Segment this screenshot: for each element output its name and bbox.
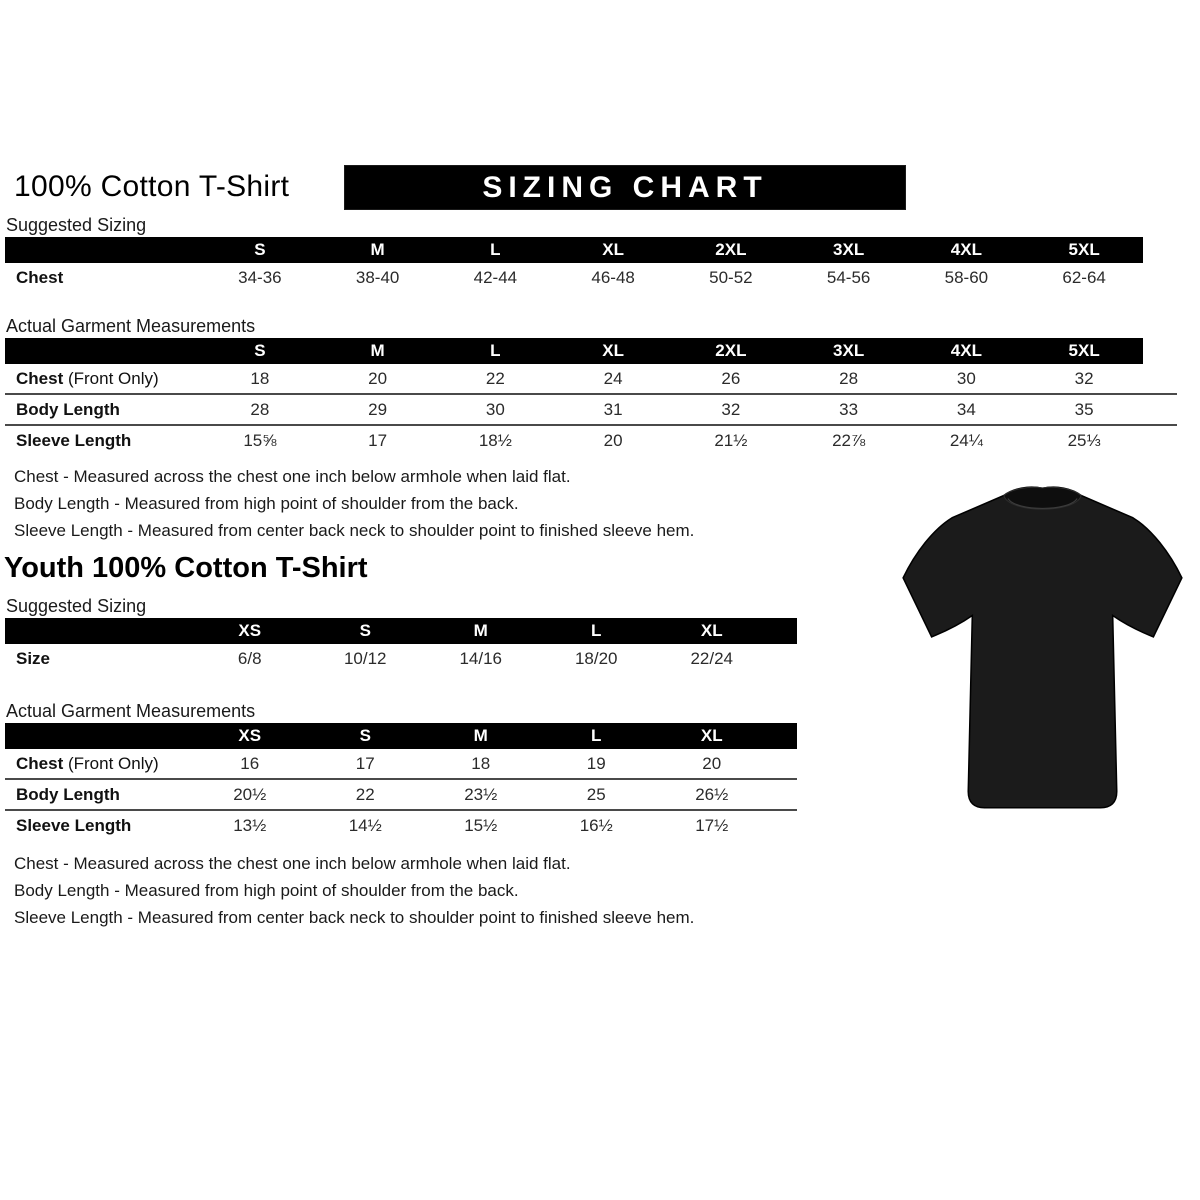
table-header-row xyxy=(5,723,797,749)
row-label: Sleeve Length xyxy=(16,430,132,450)
cell-value: 14½ xyxy=(348,815,382,835)
table-row xyxy=(5,393,1177,424)
cell-value: 22 xyxy=(485,368,505,388)
table-row xyxy=(5,263,1177,292)
cell-value: 20½ xyxy=(233,784,267,804)
column-header: 5XL xyxy=(1068,341,1100,360)
column-header: M xyxy=(370,341,385,360)
youth-actual-measurements-label: Actual Garment Measurements xyxy=(6,701,256,721)
note-line: Chest - Measured across the chest one inch below armhole when laid flat. xyxy=(14,854,571,873)
row-label: Chest (Front Only) xyxy=(16,368,159,388)
column-header: XL xyxy=(602,240,624,259)
page-title: 100% Cotton T-Shirt xyxy=(14,170,290,203)
column-header: 3XL xyxy=(833,240,865,259)
table-row xyxy=(5,749,797,778)
cell-value: 34 xyxy=(956,399,976,419)
column-header: S xyxy=(254,240,266,259)
cell-value: 30 xyxy=(956,368,976,388)
cell-value: 29 xyxy=(368,399,388,419)
cell-value: 20 xyxy=(603,430,623,450)
column-header: XS xyxy=(238,726,262,745)
cell-value: 26 xyxy=(721,368,741,388)
adult-actual-measurements-label: Actual Garment Measurements xyxy=(6,316,256,336)
column-header: L xyxy=(591,621,602,640)
cell-value: 19 xyxy=(586,753,606,773)
note-line: Body Length - Measured from high point of shoulder from the back. xyxy=(14,494,519,513)
cell-value: 18½ xyxy=(478,430,512,450)
column-header: XL xyxy=(700,621,723,640)
note-line: Body Length - Measured from high point of shoulder from the back. xyxy=(14,881,519,900)
cell-value: 28 xyxy=(839,368,859,388)
cell-value: 21½ xyxy=(714,430,748,450)
cell-value: 17½ xyxy=(695,815,729,835)
note-line: Chest - Measured across the chest one inch below armhole when laid flat. xyxy=(14,467,571,486)
youth-title: Youth 100% Cotton T-Shirt xyxy=(4,552,368,584)
column-header: L xyxy=(490,240,501,259)
column-header: S xyxy=(359,726,371,745)
table-row xyxy=(5,424,1177,455)
column-header: S xyxy=(254,341,266,360)
cell-value: 18 xyxy=(471,753,491,773)
column-header: 3XL xyxy=(833,341,865,360)
cell-value: 18/20 xyxy=(574,648,618,668)
cell-value: 46-48 xyxy=(591,267,635,287)
row-label: Chest (Front Only) xyxy=(16,753,159,773)
cell-value: 18 xyxy=(250,368,270,388)
column-header: M xyxy=(473,621,488,640)
cell-value: 31 xyxy=(603,399,623,419)
cell-value: 14/16 xyxy=(459,648,503,668)
cell-value: 15⅝ xyxy=(243,430,277,450)
cell-value: 6/8 xyxy=(237,648,262,668)
cell-value: 62-64 xyxy=(1062,267,1106,287)
column-header: S xyxy=(359,621,371,640)
column-header: XL xyxy=(700,726,723,745)
column-header: 4XL xyxy=(950,240,982,259)
table-header-row xyxy=(5,618,797,644)
table-row xyxy=(5,364,1177,393)
cell-value: 54-56 xyxy=(826,267,871,287)
column-header: 2XL xyxy=(715,341,747,360)
cell-value: 10/12 xyxy=(343,648,387,668)
column-header: L xyxy=(591,726,602,745)
note-line: Sleeve Length - Measured from center back neck to shoulder point to finished sleeve hem. xyxy=(14,521,695,540)
table-header-row xyxy=(5,237,1143,263)
cell-value: 25 xyxy=(586,784,606,804)
row-label: Body Length xyxy=(16,399,120,419)
youth-suggested-sizing-label: Suggested Sizing xyxy=(6,596,147,616)
tshirt-image xyxy=(895,470,1190,820)
cell-value: 22/24 xyxy=(690,648,734,668)
column-header: 2XL xyxy=(715,240,747,259)
column-header: M xyxy=(473,726,488,745)
youth-measurement-notes xyxy=(14,854,1200,927)
table-row xyxy=(5,809,797,840)
table-row xyxy=(5,778,797,809)
header-row xyxy=(14,0,1200,209)
cell-value: 17 xyxy=(368,430,388,450)
column-header: 5XL xyxy=(1068,240,1100,259)
row-label: Size xyxy=(16,648,51,668)
cell-value: 20 xyxy=(368,368,388,388)
note-line: Sleeve Length - Measured from center back neck to shoulder point to finished sleeve hem. xyxy=(14,908,695,927)
column-header: L xyxy=(490,341,501,360)
cell-value: 26½ xyxy=(695,784,729,804)
column-header: XS xyxy=(238,621,262,640)
cell-value: 25⅓ xyxy=(1067,430,1101,450)
table-row xyxy=(5,644,797,673)
adult-suggested-sizing-table xyxy=(5,237,1200,292)
adult-actual-measurements-table xyxy=(5,338,1200,455)
adult-suggested-sizing-label: Suggested Sizing xyxy=(6,215,147,235)
cell-value: 22 xyxy=(355,784,375,804)
cell-value: 16 xyxy=(240,753,260,773)
cell-value: 22⅞ xyxy=(832,430,866,450)
cell-value: 32 xyxy=(721,399,741,419)
cell-value: 17 xyxy=(355,753,375,773)
sizing-chart-banner-text: SIZING CHART xyxy=(482,170,768,204)
row-label: Sleeve Length xyxy=(16,815,132,835)
column-header: 4XL xyxy=(950,341,982,360)
cell-value: 42-44 xyxy=(473,267,518,287)
row-label: Chest xyxy=(16,267,64,287)
column-header: XL xyxy=(602,341,624,360)
row-label: Body Length xyxy=(16,784,120,804)
cell-value: 20 xyxy=(702,753,722,773)
column-header: M xyxy=(370,240,385,259)
cell-value: 15½ xyxy=(464,815,498,835)
cell-value: 23½ xyxy=(464,784,498,804)
cell-value: 38-40 xyxy=(355,267,400,287)
cell-value: 32 xyxy=(1074,368,1094,388)
cell-value: 34-36 xyxy=(238,267,282,287)
cell-value: 28 xyxy=(250,399,270,419)
tshirt-body-shape xyxy=(903,487,1182,808)
cell-value: 16½ xyxy=(579,815,613,835)
cell-value: 35 xyxy=(1074,399,1094,419)
cell-value: 33 xyxy=(839,399,859,419)
cell-value: 58-60 xyxy=(944,267,989,287)
sizing-chart-banner xyxy=(345,166,905,209)
cell-value: 50-52 xyxy=(709,267,753,287)
cell-value: 24 xyxy=(603,368,623,388)
cell-value: 30 xyxy=(485,399,505,419)
cell-value: 13½ xyxy=(233,815,267,835)
cell-value: 24¼ xyxy=(949,430,983,450)
table-header-row xyxy=(5,338,1143,364)
